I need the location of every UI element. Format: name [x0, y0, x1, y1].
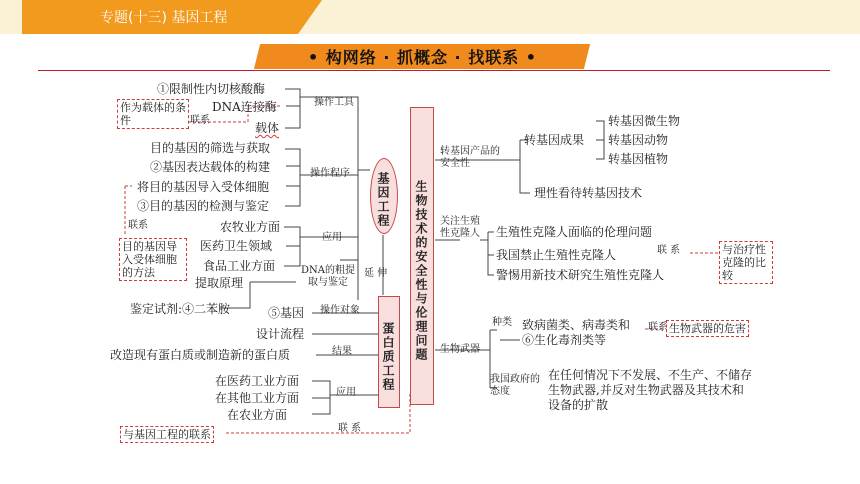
tool-item-3: 载体 — [255, 121, 280, 135]
weapon-link-label: 联系 — [648, 322, 668, 333]
tool-item-2: DNA连接酶 — [212, 100, 277, 114]
result-label: 结果 — [332, 346, 352, 357]
therapeutic-clone-box: 与治疗性克隆的比较 — [719, 241, 773, 284]
extend-label: 延 伸 — [364, 268, 388, 279]
step-item-3: 将目的基因导入受体细胞 — [137, 180, 270, 194]
gov-label: 我国政府的态度 — [490, 374, 540, 397]
gm-safety-label: 转基因产品的安全性 — [440, 146, 500, 169]
tools-label: 操作工具 — [314, 97, 354, 108]
clone-item-2: 我国禁止生殖性克隆人 — [496, 248, 617, 262]
clone-link-label: 联 系 — [657, 245, 681, 256]
object-text: ⑤基因 — [268, 306, 305, 320]
step-item-4: ③目的基因的检测与鉴定 — [137, 199, 270, 213]
protein-app-3: 在农业方面 — [227, 408, 288, 422]
gm-view: 理性看待转基因技术 — [534, 186, 643, 200]
vector-condition-box: 作为载体的条件 — [117, 99, 189, 129]
gm-item-1: 转基因微生物 — [608, 114, 681, 128]
object-label: 操作对象 — [320, 305, 360, 316]
gm-result: 转基因成果 — [524, 133, 585, 147]
gov-text-2: 生物武器,并反对生物武器及其技术和 — [548, 383, 744, 397]
protein-apps-label: 应用 — [336, 387, 356, 398]
kind-label: 种类 — [492, 317, 512, 328]
gene-engineering-node: 基因工程 — [370, 158, 398, 234]
extract-principle: 提取原理 — [195, 276, 244, 290]
tool-item-1: ①限制性内切核酸酶 — [157, 82, 266, 96]
steps-label: 操作程序 — [310, 168, 350, 179]
weapon-kind-2: ⑥生化毒剂类等 — [522, 333, 607, 347]
apps-label: 应用 — [322, 232, 342, 243]
reagent-text: 鉴定试剂:④二苯胺 — [130, 302, 231, 316]
step-item-1: 目的基因的筛选与获取 — [150, 141, 271, 155]
biotech-ethics-node: 生物技术的安全性与伦理问题 — [410, 107, 434, 405]
clone-label: 关注生殖性克隆人 — [440, 216, 480, 239]
step-item-2: ②基因表达载体的构建 — [150, 160, 271, 174]
link-label-1: 联系 — [190, 115, 210, 126]
clone-item-1: 生殖性克隆人面临的伦理问题 — [496, 225, 653, 239]
app-item-2: 医药卫生领域 — [200, 239, 273, 253]
result-text: 改造现有蛋白质或制造新的蛋白质 — [110, 348, 291, 362]
banner-title: • 构网络 · 抓概念 · 找联系 • — [307, 48, 538, 67]
weapon-harm-box: 生物武器的危害 — [666, 320, 749, 337]
weapon-label: 生物武器 — [440, 344, 480, 355]
gm-item-3: 转基因植物 — [608, 152, 669, 166]
relation-label: 联 系 — [338, 423, 362, 434]
link-label-2: 联系 — [128, 220, 148, 231]
protein-app-1: 在医药工业方面 — [215, 374, 300, 388]
dna-extraction-label: DNA的粗提取与鉴定 — [301, 265, 355, 288]
section-title: 专题(十三) 基因工程 — [100, 10, 228, 26]
protein-engineering-node: 蛋白质工程 — [378, 296, 400, 408]
gov-text-1: 在任何情况下不发展、不生产、不储存 — [548, 368, 753, 382]
design-process: 设计流程 — [256, 327, 305, 341]
protein-app-2: 在其他工业方面 — [215, 391, 300, 405]
transfer-method-box: 目的基因导入受体细胞的方法 — [119, 238, 187, 281]
weapon-kind-1: 致病菌类、病毒类和 — [522, 318, 631, 332]
relation-box: 与基因工程的联系 — [120, 426, 214, 443]
gov-text-3: 设备的扩散 — [548, 398, 609, 412]
clone-item-3: 警惕用新技术研究生殖性克隆人 — [496, 268, 665, 282]
app-item-3: 食品工业方面 — [203, 259, 276, 273]
app-item-1: 农牧业方面 — [220, 220, 281, 234]
gm-item-2: 转基因动物 — [608, 133, 669, 147]
